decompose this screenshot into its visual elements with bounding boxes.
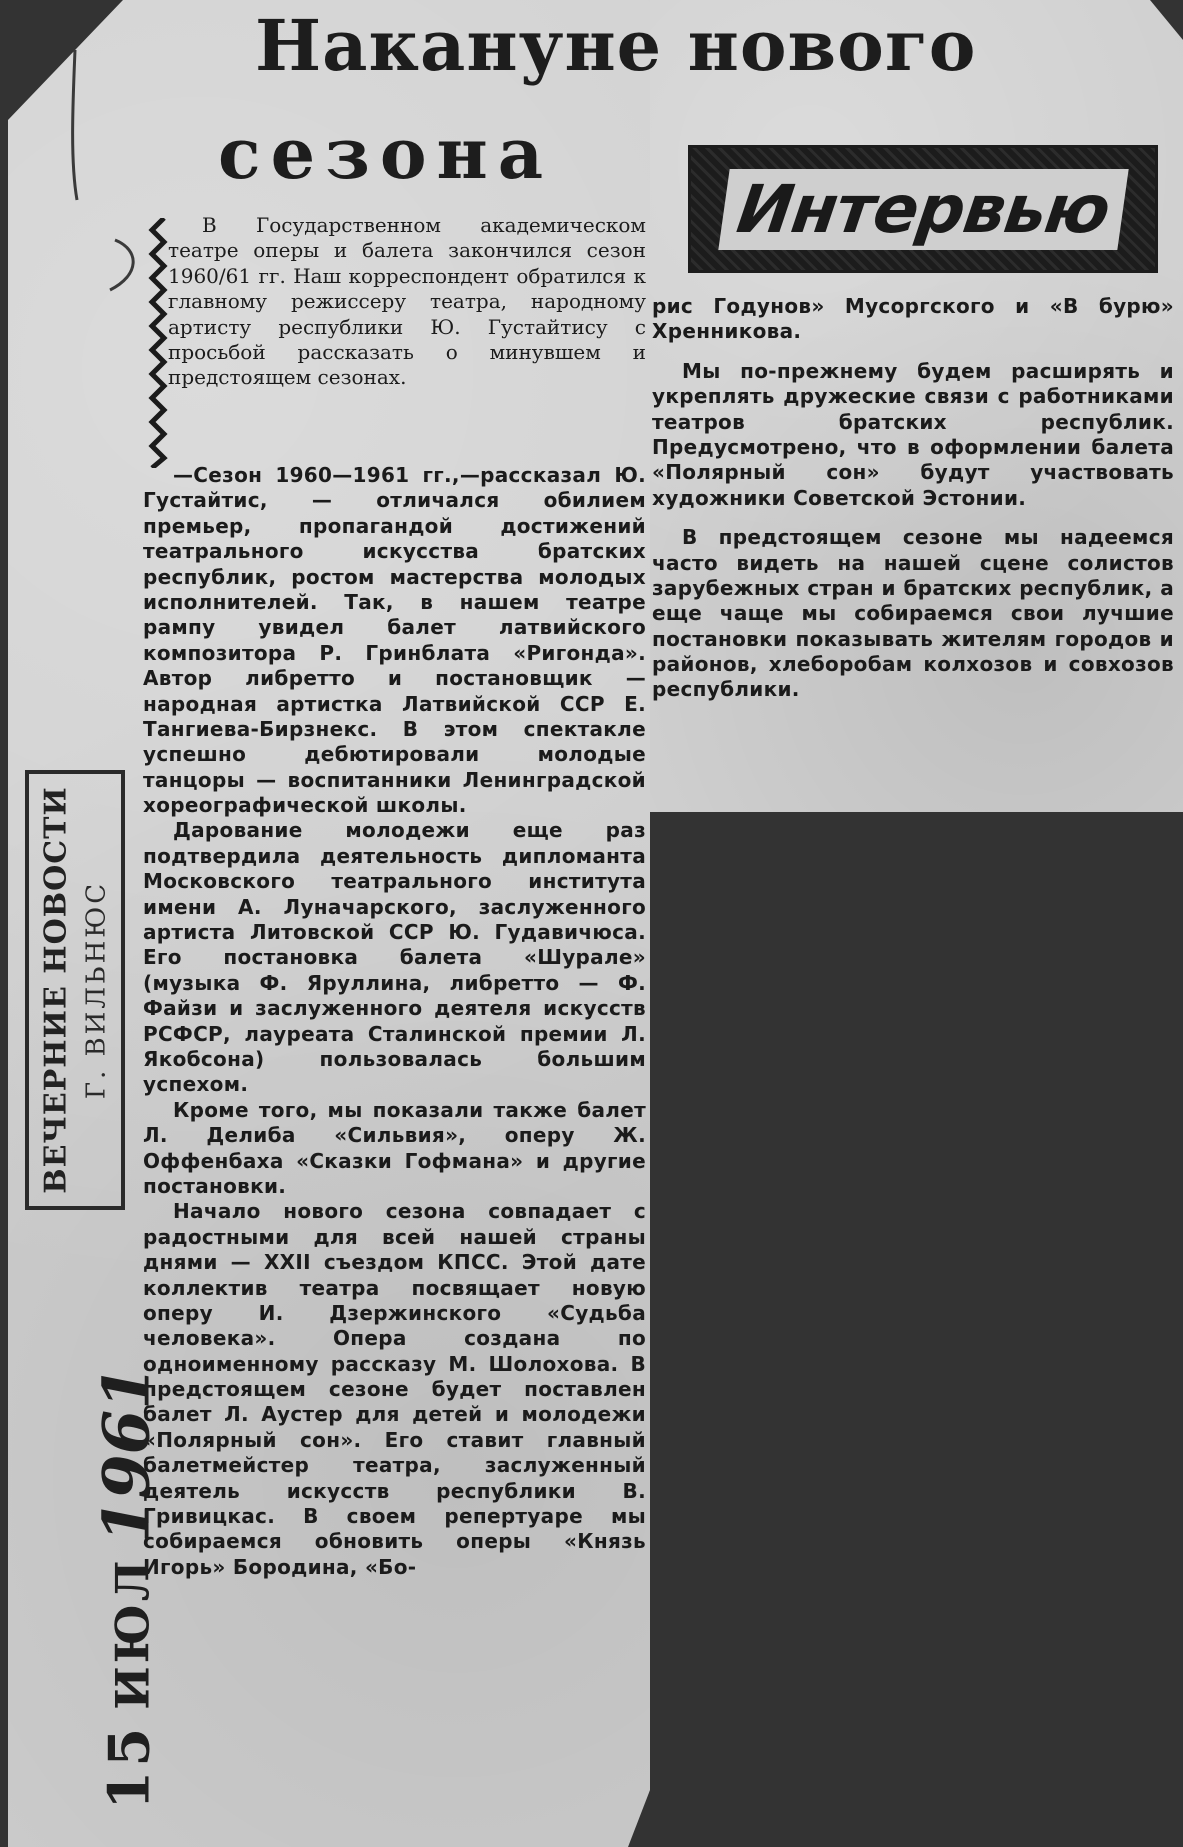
headline-line-2: сезона <box>218 112 554 195</box>
stamp-city: Г. ВИЛЬНЮС <box>81 880 112 1100</box>
stamp-newspaper-title: ВЕЧЕРНИЕ НОВОСТИ <box>38 786 74 1194</box>
article-paragraph: В предстоящем сезоне мы надеемся часто видеть на нашей сцене солистов зарубежных стран и братских республик, а еще чаще мы собираемся свои лучшие постановки показывать жителям городов и районов, хлеборобам колхозов и совхозов республики. <box>652 525 1174 702</box>
article-paragraph: Мы по-прежнему будем расширять и укреплять дружеские связи с работниками театров братских республик. Предусмотрено, что в оформлении балета «Полярный сон» будут участвовать художники Советской Эстонии. <box>652 358 1174 510</box>
article-paragraph: Начало нового сезона совпадает с радостными для всей нашей страны днями — XXII съездом КПСС. Этой дате коллектив театра посвящает новую оперу И. Дзержинского «Судьба человека». Опера создана по одноименному рассказу М. Шолохова. В предстоящем сезоне будет поставлен балет Л. Аустер для детей и молодежи «Полярный сон». Его ставит главный балетмейстер театра, заслуженный деятель искусств республики В. Гривицкас. В своем репертуаре мы собираемся обновить оперы «Князь Игорь» Бородина, «Бо- <box>143 1199 646 1579</box>
article-column-right <box>652 294 1174 703</box>
pencil-mark <box>55 40 145 300</box>
newspaper-source-stamp <box>25 770 125 1210</box>
article-column-middle <box>143 463 646 1580</box>
date-day: 15 <box>96 1723 163 1810</box>
rubric-label: Интервью <box>718 169 1128 250</box>
headline-line-1: Накануне нового <box>255 4 977 87</box>
article-paragraph: Дарование молодежи еще раз подтвердила деятельность дипломанта Московского театрального института имени А. Луначарского, заслуженного артиста Литовской ССР Ю. Гудавичюса. Его постановка балета «Шурале» (музыка Ф. Яруллина, либретто — Ф. Файзи и заслуженного деятеля искусств РСФСР, лауреата Сталинской премии Л. Якобсона) пользовалась большим успехом. <box>143 818 646 1097</box>
lede-paragraph: В Государственном академическом театре оперы и балета закончился сезон 1960/61 гг. Наш корреспондент обратился к главному режиссеру театра, народному артисту республики Ю. Густайтису с просьбой рассказать о минувшем и предстоящем сезонах. <box>168 213 646 390</box>
article-paragraph: рис Годунов» Мусоргского и «В бурю» Хренникова. <box>652 294 1174 344</box>
article-paragraph: —Сезон 1960—1961 гг.,—рассказал Ю. Густайтис, — отличался обилием премьер, пропагандой достижений театрального искусства братских республик, ростом мастерства молодых исполнителей. Так, в нашем театре рампу увидел балет латвийского композитора Р. Гринблата «Ригонда». Автор либретто и постановщик — народная артистка Латвийской ССР Е. Тангиева-Бирзнекс. В этом спектакле успешно дебютировали молодые танцоры — воспитанники Ленинградской хореографической школы. <box>143 463 646 818</box>
date-year: 1961 <box>89 1365 165 1544</box>
date-month: ИЮЛ <box>105 1557 160 1710</box>
interview-rubric <box>688 145 1158 273</box>
date-stamp <box>90 1365 165 1809</box>
article-paragraph: Кроме того, мы показали также балет Л. Делиба «Сильвия», оперу Ж. Оффенбаха «Сказки Гофмана» и другие постановки. <box>143 1097 646 1198</box>
